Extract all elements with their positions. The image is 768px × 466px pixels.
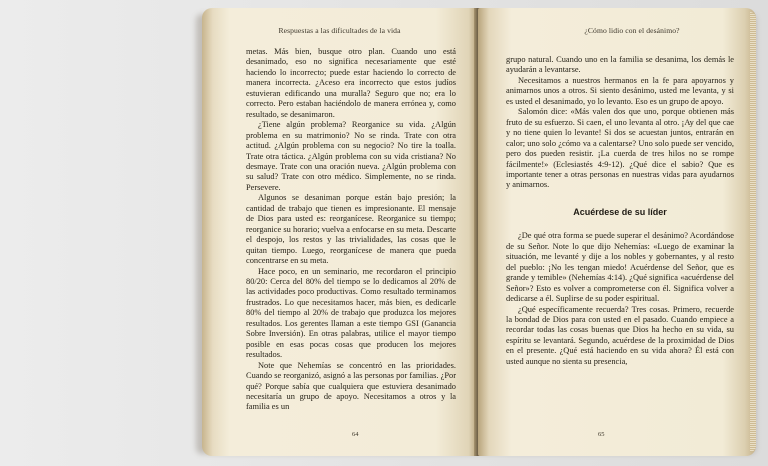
- right-paragraph: Salomón dice: «Más valen dos que uno, porque obtienen más fruto de su esfuerzo. Si caen, el uno levanta al otro. ¡Ay del que cae y no tiene quien lo levante! Si dos se acuestan juntos, entrarán en calor; uno solo ¿cómo va a calentarse? Uno solo puede ser vencido, pero dos pueden resistir. ¡La cuerda de tres hilos no se rompe fácilmente!» (Eclesiastés 4:9-12). ¿Qué dice el sabio? Que es importante tener a otras personas en nuestras vidas para ayudarnos y animarnos.: [506, 107, 734, 190]
- left-page: [202, 8, 477, 456]
- left-paragraph: Note que Nehemías se concentró en las prioridades. Cuando se reorganizó, asignó a las personas por familias. ¿Por qué? Porque sabía que cualquiera que estuviera desanimado necesitaría un grupo de apoyo. Necesitamos a otros y la familia es un: [246, 360, 456, 412]
- right-paragraph: Necesitamos a nuestros hermanos en la fe para apoyarnos y animarnos unos a otros. Si siento desánimo, usted me levanta, y si es usted el desanimado, yo lo levanto. Eso es un grupo de apoyo.: [506, 75, 734, 106]
- left-running-head: Respuestas a las dificultades de la vida: [278, 26, 401, 35]
- left-paragraph: ¿Tiene algún problema? Reorganice su vida. ¿Algún problema en su matrimonio? No se rinda. Trate con otra actitud. ¿Algún problema con su negocio? No tire la toalla. Trate otra táctica. ¿Algún problema con su vida cristiana? No desmaye. Trate con una oración nueva. ¿Algún problema con su salud? Trate con otro médico. Simplemente, no se rinda. Persevere.: [246, 120, 456, 192]
- section-heading: Acuérdese de su líder: [573, 206, 667, 217]
- right-paragraph: grupo natural. Cuando uno en la familia se desanima, los demás le ayudarán a levantarse.: [506, 55, 734, 75]
- right-page-body: [506, 55, 734, 367]
- left-page-number: 64: [352, 431, 359, 438]
- left-paragraph: metas. Más bien, busque otro plan. Cuando uno está desanimado, eso no significa necesariamente que esté haciendo lo incorrecto; puede estar haciendo lo correcto de manera incorrecta. ¿Aceso era incorrecto que estos judíos estuvieran edificando una muralla? Seguro que no; era lo correcto. Pero estaban haciéndolo de manera errónea y, como resultado, se desanimaron.: [246, 47, 456, 119]
- left-paragraph: Algunos se desaniman porque están bajo presión; la cantidad de trabajo que tienen es impresionante. El mensaje de Dios para usted es: reorganícese. Reorganice su tiempo; reorganice su horario; vuelva a enfocarse en su meta. Descarte el despojo, los restos y las trivialidades, las cosas que le quitan tiempo. Luego, reorganícese de manera que pueda concentrarse en su meta.: [246, 193, 456, 266]
- right-page: [478, 8, 756, 456]
- left-page-body: [246, 47, 456, 413]
- right-paragraph: ¿Qué específicamente recuerda? Tres cosas. Primero, recuerde la bondad de Dios para con usted en el pasado. Cuando empiece a recordar todas las cosas buenas que Dios ha hecho en su vida, su espíritu se levantará. Segundo, acuérdese de la proximidad de Dios en el presente. ¿Qué está haciendo en su vida ahora? Él está con usted aunque no sienta su presencia,: [506, 304, 734, 366]
- right-running-head: ¿Cómo lidio con el desánimo?: [584, 26, 680, 35]
- left-paragraph: Hace poco, en un seminario, me recordaron el principio 80/20: Cerca del 80% del tiempo se lo dedicamos al 20% de las actividades poco productivas. Como resultado terminamos frustrados. Lo que necesitamos hacer, más bien, es dedicarle 80% del tiempo al 20% de trabajo que produzca los mejores resultados. Los gerentes llaman a este tiempo GSI (Ganancia Sobre Inversión). En otras palabras, utilice el mayor tiempo posible en esas pocas cosas que producen los mejores resultados.: [246, 266, 456, 360]
- right-paragraph: ¿De qué otra forma se puede superar el desánimo? Acordándose de su Señor. Note lo que dijo Nehemías: «Luego de examinar la situación, me levanté y dije a los nobles y gobernantes, y al resto del pueblo: ¡No les tengan miedo! Acuérdense del Señor, que es grande y temible» (Nehemías 4:14). ¿Qué significa «acuérdense del Señor»? Esto es volver a comprometerse con él. Significa volver a dedicarse a él. Suplirse de su poder espiritual.: [506, 231, 734, 304]
- right-page-number: 65: [598, 431, 605, 438]
- page-edges: [750, 12, 756, 452]
